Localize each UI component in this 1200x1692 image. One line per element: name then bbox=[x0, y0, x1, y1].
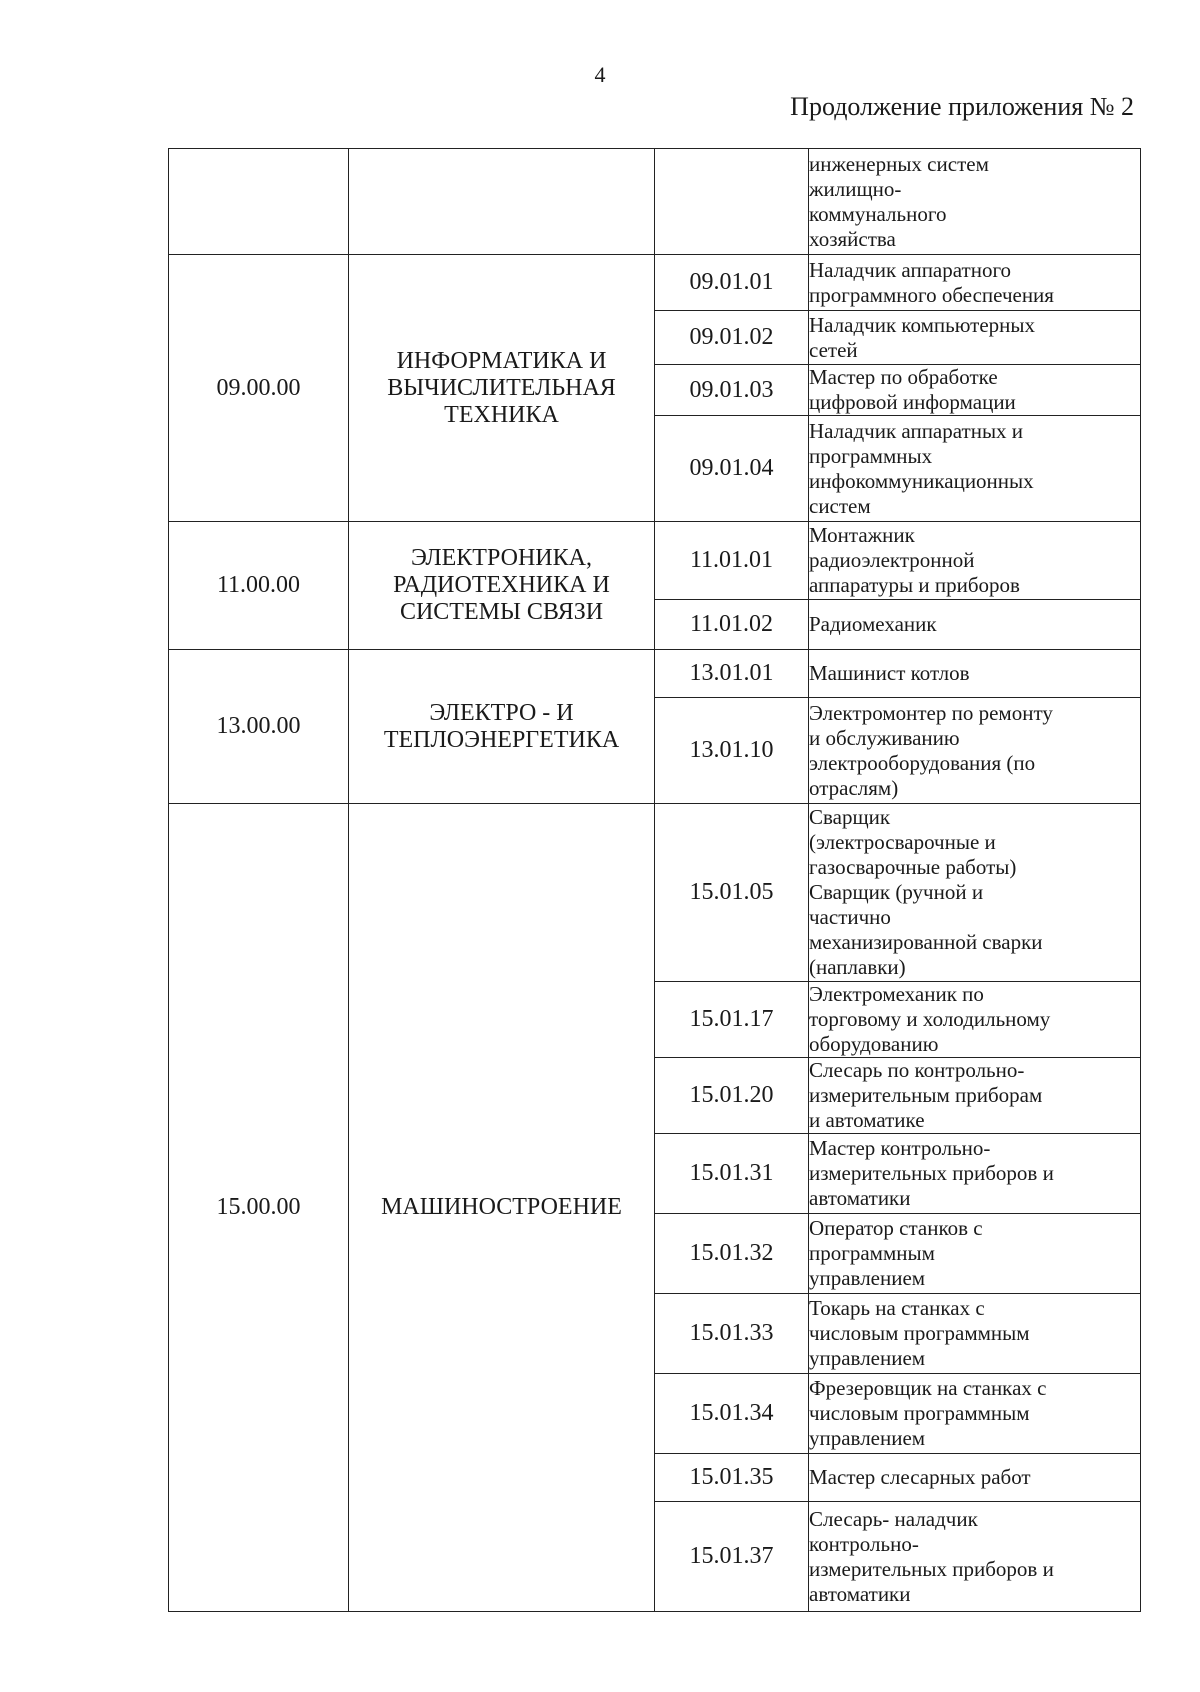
specialty-code: 15.01.32 bbox=[655, 1214, 809, 1294]
group-name: ЭЛЕКТРО - И ТЕПЛОЭНЕРГЕТИКА bbox=[349, 650, 655, 804]
table-row bbox=[169, 804, 1141, 982]
specialty-name: Радиомеханик bbox=[809, 600, 1141, 650]
specialty-code: 11.01.02 bbox=[655, 600, 809, 650]
specialty-name: Токарь на станках с числовым программным управлением bbox=[809, 1294, 1141, 1374]
specialty-name: Сварщик (электросварочные и газосварочные работы) Сварщик (ручной и частично механизированной сварки (наплавки) bbox=[809, 804, 1141, 982]
continuation-heading: Продолжение приложения № 2 bbox=[790, 92, 1134, 121]
group-code: 13.00.00 bbox=[169, 650, 349, 804]
table-row bbox=[169, 522, 1141, 600]
specialty-name: Мастер по обработке цифровой информации bbox=[809, 365, 1141, 416]
group-name-cell bbox=[349, 149, 655, 255]
specialty-code: 15.01.34 bbox=[655, 1374, 809, 1454]
specialty-name: Наладчик аппаратных и программных инфокоммуникационных систем bbox=[809, 416, 1141, 522]
specialty-name: Слесарь- наладчик контрольно- измерительных приборов и автоматики bbox=[809, 1502, 1141, 1612]
specialty-code: 15.01.17 bbox=[655, 982, 809, 1058]
table-row bbox=[169, 255, 1141, 311]
specialty-name: Слесарь по контрольно- измерительным приборам и автоматике bbox=[809, 1058, 1141, 1134]
specialty-code: 09.01.03 bbox=[655, 365, 809, 416]
specialty-name: Мастер контрольно- измерительных приборов и автоматики bbox=[809, 1134, 1141, 1214]
table-row bbox=[169, 650, 1141, 698]
specialty-name: инженерных систем жилищно- коммунального хозяйства bbox=[809, 149, 1141, 255]
specialty-code: 13.01.10 bbox=[655, 698, 809, 804]
specialty-code: 15.01.37 bbox=[655, 1502, 809, 1612]
specialty-name: Оператор станков с программным управлением bbox=[809, 1214, 1141, 1294]
group-code-cell bbox=[169, 149, 349, 255]
specialty-code: 15.01.05 bbox=[655, 804, 809, 982]
specialty-name: Монтажник радиоэлектронной аппаратуры и приборов bbox=[809, 522, 1141, 600]
specialty-code: 15.01.35 bbox=[655, 1454, 809, 1502]
group-name: ЭЛЕКТРОНИКА, РАДИОТЕХНИКА И СИСТЕМЫ СВЯЗИ bbox=[349, 522, 655, 650]
specialty-name: Наладчик компьютерных сетей bbox=[809, 311, 1141, 365]
specialty-code: 09.01.01 bbox=[655, 255, 809, 311]
specialty-name: Электромонтер по ремонту и обслуживанию электрооборудования (по отраслям) bbox=[809, 698, 1141, 804]
specialty-name: Фрезеровщик на станках с числовым программным управлением bbox=[809, 1374, 1141, 1454]
specialty-code: 09.01.04 bbox=[655, 416, 809, 522]
specialty-name: Электромеханик по торговому и холодильному оборудованию bbox=[809, 982, 1141, 1058]
table-row bbox=[169, 149, 1141, 255]
specialties-table bbox=[168, 148, 1141, 1612]
specialty-name: Наладчик аппаратного программного обеспечения bbox=[809, 255, 1141, 311]
specialty-code: 15.01.20 bbox=[655, 1058, 809, 1134]
specialty-code: 15.01.33 bbox=[655, 1294, 809, 1374]
group-code: 09.00.00 bbox=[169, 255, 349, 522]
specialty-code: 09.01.02 bbox=[655, 311, 809, 365]
group-code: 15.00.00 bbox=[169, 804, 349, 1612]
specialty-code: 11.01.01 bbox=[655, 522, 809, 600]
specialty-code bbox=[655, 149, 809, 255]
specialty-code: 15.01.31 bbox=[655, 1134, 809, 1214]
group-name: МАШИНОСТРОЕНИЕ bbox=[349, 804, 655, 1612]
group-code: 11.00.00 bbox=[169, 522, 349, 650]
specialty-code: 13.01.01 bbox=[655, 650, 809, 698]
specialty-name: Машинист котлов bbox=[809, 650, 1141, 698]
page-number: 4 bbox=[594, 62, 606, 87]
group-name: ИНФОРМАТИКА И ВЫЧИСЛИТЕЛЬНАЯ ТЕХНИКА bbox=[349, 255, 655, 522]
specialty-name: Мастер слесарных работ bbox=[809, 1454, 1141, 1502]
